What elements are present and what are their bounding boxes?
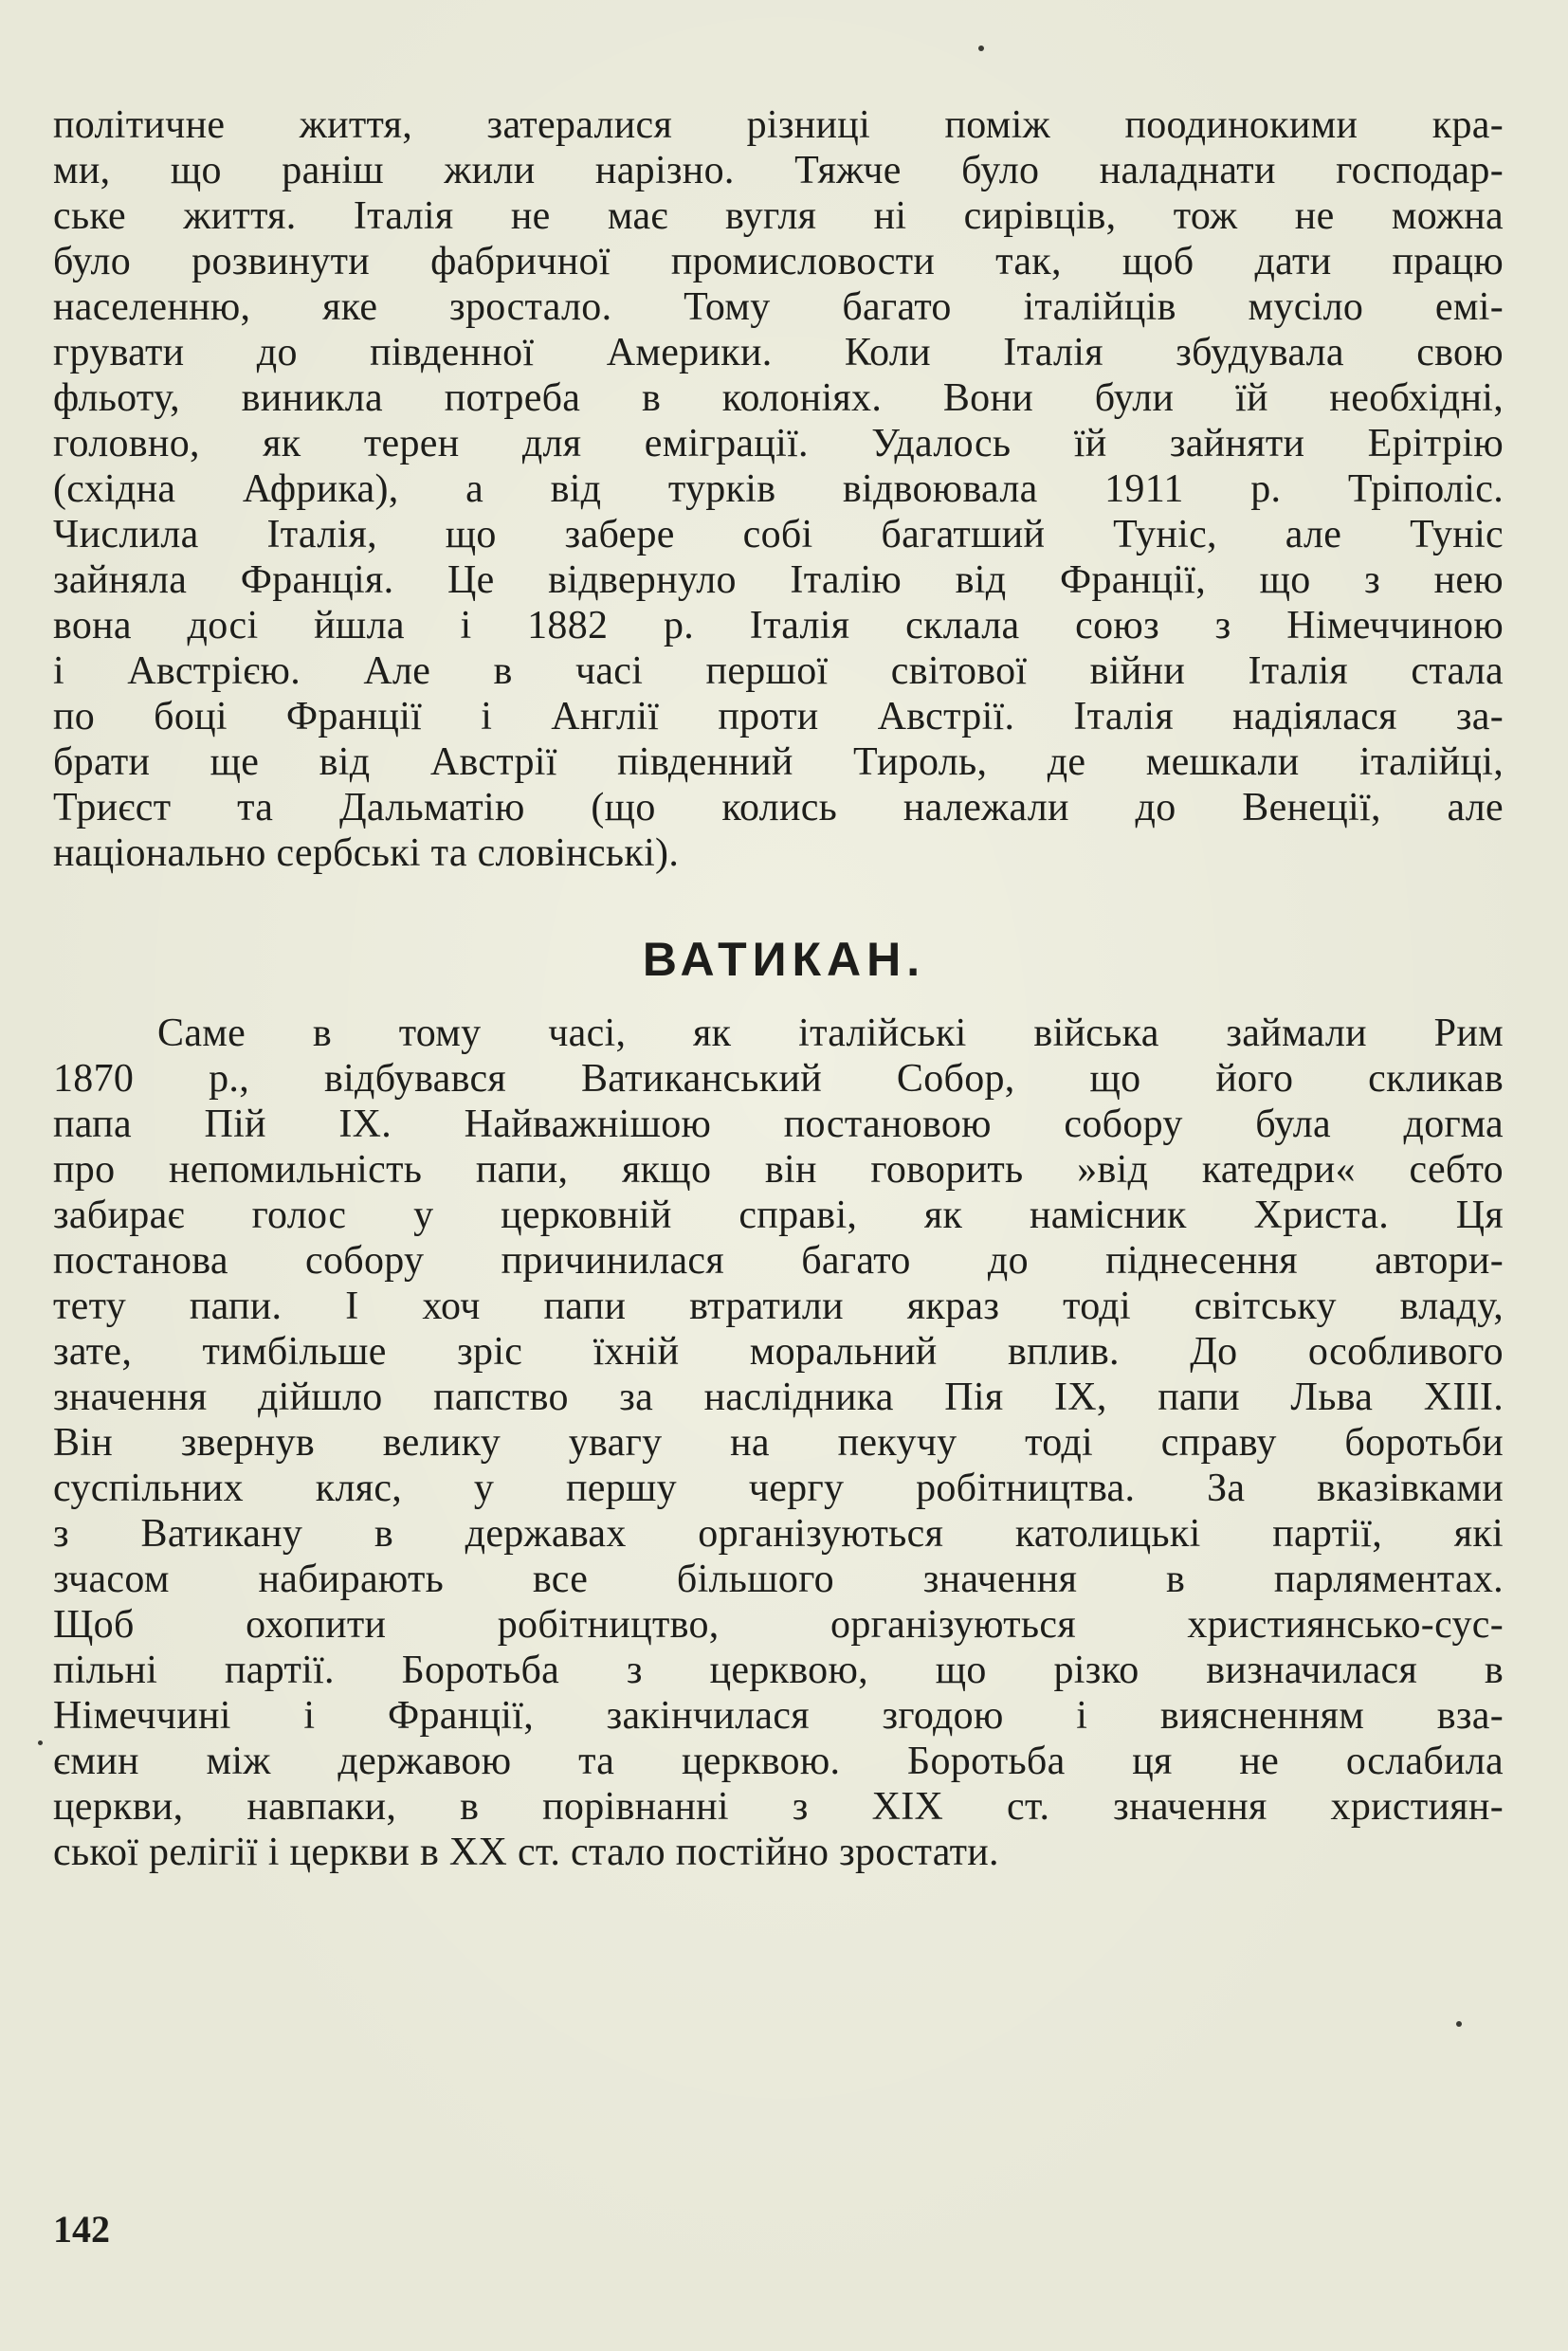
- text-line: і Австрією. Але в часі першої світової війни Італія стала: [53, 649, 1504, 693]
- section-heading: ВАТИКАН.: [642, 933, 926, 986]
- paper-speck: [38, 1740, 43, 1745]
- text-line: церкви, навпаки, в порівнанні з XIX ст. значення християн-: [53, 1785, 1504, 1829]
- text-line: фльоту, виникла потреба в колоніях. Вони були їй необхідні,: [53, 376, 1504, 420]
- text-line: населенню, яке зростало. Тому багато італійців мусіло емі-: [53, 285, 1504, 329]
- text-line: папа Пій IX. Найважнішою постановою собору була догма: [53, 1103, 1504, 1146]
- text-line: Він звернув велику увагу на пекучу тоді справу боротьби: [53, 1421, 1504, 1465]
- text-line: Щоб охопити робітництво, організуються християнсько-сус-: [53, 1603, 1504, 1647]
- text-line: ємин між державою та церквою. Боротьба ця не ослабила: [53, 1740, 1504, 1783]
- text-line: (східна Африка), а від турків відвоювала 1911 р. Тріполіс.: [53, 467, 1504, 511]
- text-line: зайняла Франція. Це відвернуло Італію від Франції, що з нею: [53, 558, 1504, 602]
- paper-speck: [978, 46, 984, 51]
- text-line: значення дійшло папство за наслідника Пія IX, папи Льва XIII.: [53, 1376, 1504, 1419]
- text-line: грувати до південної Америки. Коли Італія збудувала свою: [53, 331, 1504, 374]
- text-line: Німеччині і Франції, закінчилася згодою і виясненням вза-: [53, 1694, 1504, 1738]
- text-line: Числила Італія, що забере собі багатший Туніс, але Туніс: [53, 513, 1504, 556]
- text-line: ське життя. Італія не має вугля ні сирівців, тож не можна: [53, 194, 1504, 238]
- text-line: політичне життя, затералися різниці поміж поодинокими кра-: [53, 103, 1504, 147]
- text-line: зате, тимбільше зріс їхній моральний вплив. До особливого: [53, 1330, 1504, 1374]
- text-line: постанова собору причинилася багато до піднесення автори-: [53, 1239, 1504, 1283]
- text-line: забирає голос у церковній справі, як намісник Христа. Ця: [53, 1194, 1504, 1237]
- body-text-vatican: [53, 1011, 1504, 1875]
- text-line: головно, як терен для еміграції. Удалось їй зайняти Ерітрію: [53, 422, 1504, 465]
- text-line: ської релігії і церкви в XX ст. стало постійно зростати.: [53, 1831, 999, 1874]
- text-line: зчасом набирають все більшого значення в парляментах.: [53, 1558, 1504, 1601]
- text-line: національно сербські та словінські).: [53, 831, 680, 875]
- page-number: 142: [53, 2208, 110, 2251]
- text-line: вона досі йшла і 1882 р. Італія склала союз з Німеччиною: [53, 604, 1504, 647]
- text-line: про непомильність папи, якщо він говорить »від катедри« себто: [53, 1148, 1504, 1192]
- paper-speck: [1456, 2021, 1462, 2027]
- text-line: пільні партії. Боротьба з церквою, що різко визначилася в: [53, 1649, 1504, 1692]
- text-line: суспільних кляс, у першу чергу робітництва. За вказівками: [53, 1467, 1504, 1510]
- body-text-top: [53, 102, 1504, 876]
- text-line: ми, що раніш жили нарізно. Тяжче було наладнати господар-: [53, 149, 1504, 192]
- text-line: по боці Франції і Англії проти Австрії. Італія надіялася за-: [53, 695, 1504, 738]
- text-line: Триєст та Дальматію (що колись належали до Венеції, але: [53, 786, 1504, 829]
- text-line: було розвинути фабричної промисловости так, щоб дати працю: [53, 240, 1504, 283]
- text-line: 1870 р., відбувався Ватиканський Собор, що його скликав: [53, 1057, 1504, 1101]
- text-line: тету папи. І хоч папи втратили якраз тоді світську владу,: [53, 1285, 1504, 1328]
- text-line: Саме в тому часі, як італійські війська займали Рим: [157, 1011, 1504, 1055]
- text-line: брати ще від Австрії південний Тироль, де мешкали італійці,: [53, 740, 1504, 784]
- text-line: з Ватикану в державах організуються католицькі партії, які: [53, 1512, 1504, 1556]
